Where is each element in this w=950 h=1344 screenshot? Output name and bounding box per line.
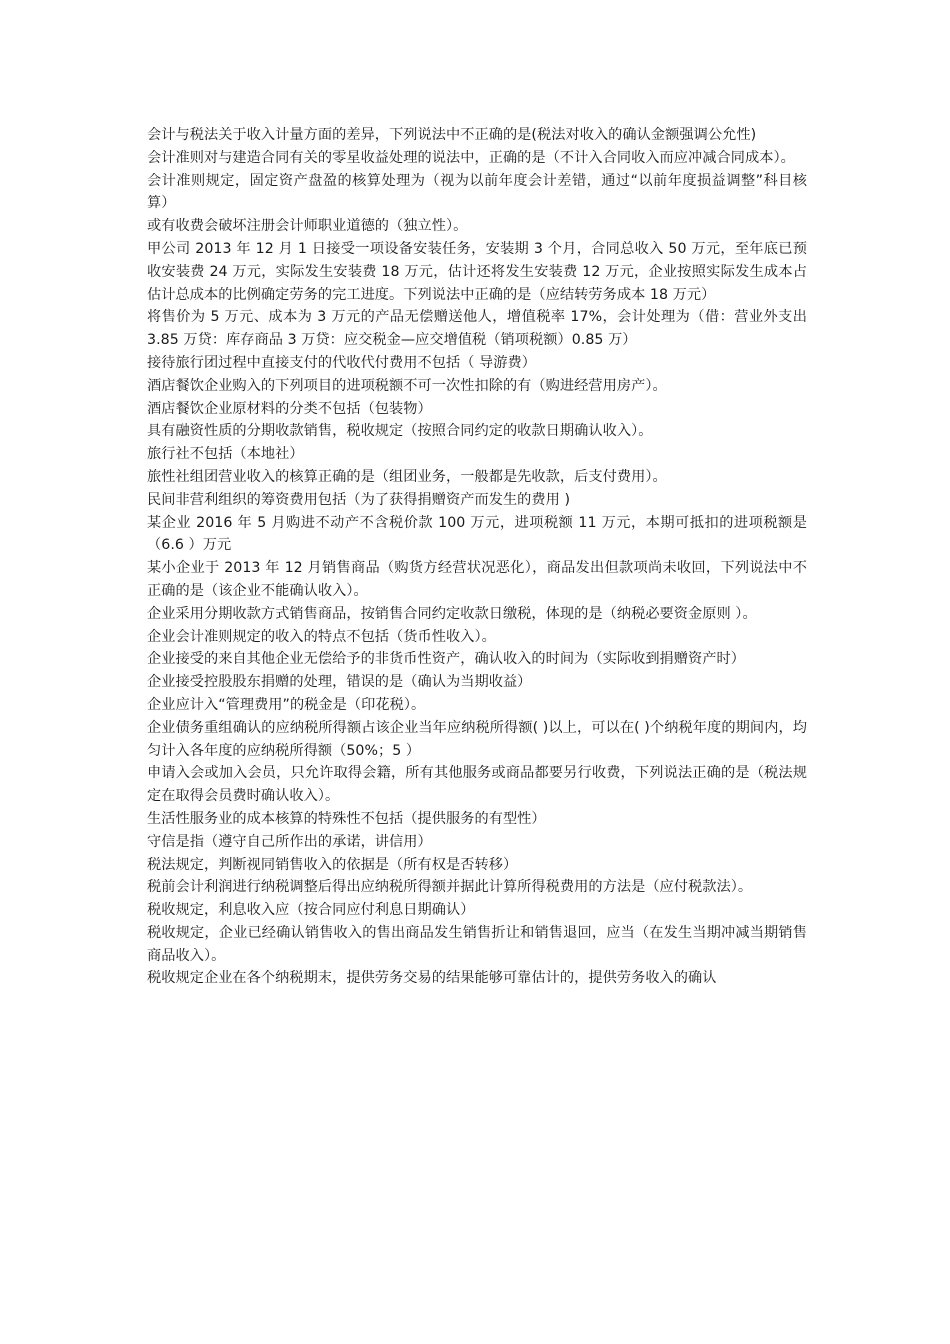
paragraph: 税收规定，利息收入应（按合同应付利息日期确认）	[147, 902, 475, 919]
paragraph: 企业接受的来自其他企业无偿给予的非货币性资产，确认收入的时间为（实际收到捐赠资产时）	[147, 651, 745, 668]
paragraph: 会计与税法关于收入计量方面的差异，下列说法中不正确的是(税法对收入的确认金额强调公允性)	[147, 127, 757, 143]
paragraph: 某小企业于 2013 年 12 月销售商品（购货方经营状况恶化），商品发出但款项尚未收回，下列说法中不正确的是（该企业不能确认收入）。	[147, 560, 807, 599]
paragraph: 会计准则规定，固定资产盘盈的核算处理为（视为以前年度会计差错，通过“以前年度损益调整”科目核算）	[147, 172, 807, 212]
paragraph: 或有收费会破坏注册会计师职业道德的（独立性）。	[147, 218, 468, 235]
paragraph: 生活性服务业的成本核算的特殊性不包括（提供服务的有型性）	[147, 810, 546, 827]
paragraph: 具有融资性质的分期收款销售，税收规定（按照合同约定的收款日期确认收入）。	[147, 423, 653, 440]
paragraph: 甲公司 2013 年 12 月 1 日接受一项设备安装任务，安装期 3 个月，合同总收入 50 万元，至年底已预收安装费 24 万元，实际发生安装费 18 万元，估计还将发生安装费 12 万元，企业按照实际发生成本占估计总成本的比例确定劳务的完工进度。下列说法中正确的是（应结转劳务成本 18 万元）	[147, 240, 807, 303]
document-body	[147, 124, 807, 990]
paragraph: 税收规定企业在各个纳税期末，提供劳务交易的结果能够可靠估计的，提供劳务收入的确认	[147, 970, 717, 987]
paragraph: 会计准则对与建造合同有关的零星收益处理的说法中，正确的是（不计入合同收入而应冲减合同成本）。	[147, 149, 795, 166]
paragraph: 旅性社组团营业收入的核算正确的是（组团业务，一般都是先收款，后支付费用）。	[147, 468, 667, 485]
paragraph: 企业接受控股股东捐赠的处理，错误的是（确认为当期收益）	[147, 674, 532, 691]
paragraph: 税法规定，判断视同销售收入的依据是（所有权是否转移）	[147, 856, 518, 873]
paragraph: 某企业 2016 年 5 月购进不动产不含税价款 100 万元，进项税额 11 万元，本期可抵扣的进项税额是（6.6 ）万元	[147, 514, 807, 554]
paragraph: 企业采用分期收款方式销售商品，按销售合同约定收款日缴税，体现的是（纳税必要资金原则 ）。	[147, 605, 757, 622]
paragraph: 申请入会或加入会员，只允许取得会籍，所有其他服务或商品都要另行收费，下列说法正确的是（税法规定在取得会员费时确认收入）。	[147, 765, 807, 805]
paragraph: 接待旅行团过程中直接支付的代收代付费用不包括（ 导游费）	[147, 354, 536, 371]
paragraph: 旅行社不包括（本地社）	[147, 446, 304, 463]
paragraph: 将售价为 5 万元、成本为 3 万元的产品无偿赠送他人，增值税率 17%，会计处理为（借：营业外支出 3.85 万贷：库存商品 3 万贷：应交税金—应交增值税（销项税额）0.85 万）	[147, 309, 807, 349]
paragraph: 守信是指（遵守自己所作出的承诺，讲信用）	[147, 833, 432, 850]
paragraph: 税前会计利润进行纳税调整后得出应纳税所得额并据此计算所得税费用的方法是（应付税款法）。	[147, 879, 753, 896]
paragraph: 企业应计入“管理费用”的税金是（印花税）。	[147, 696, 426, 713]
paragraph: 企业债务重组确认的应纳税所得额占该企业当年应纳税所得额( )以上，可以在( )个纳税年度的期间内，均匀计入各年度的应纳税所得额（50%；5 ）	[147, 719, 807, 759]
paragraph: 酒店餐饮企业原材料的分类不包括（包装物）	[147, 400, 432, 417]
paragraph: 酒店餐饮企业购入的下列项目的进项税额不可一次性扣除的有（购进经营用房产）。	[147, 377, 667, 394]
paragraph: 企业会计准则规定的收入的特点不包括（货币性收入）。	[147, 628, 496, 645]
paragraph: 民间非营利组织的筹资费用包括（为了获得捐赠资产而发生的费用 )	[147, 491, 571, 508]
paragraph: 税收规定，企业已经确认销售收入的售出商品发生销售折让和销售退回，应当（在发生当期冲减当期销售商品收入）。	[147, 924, 807, 964]
